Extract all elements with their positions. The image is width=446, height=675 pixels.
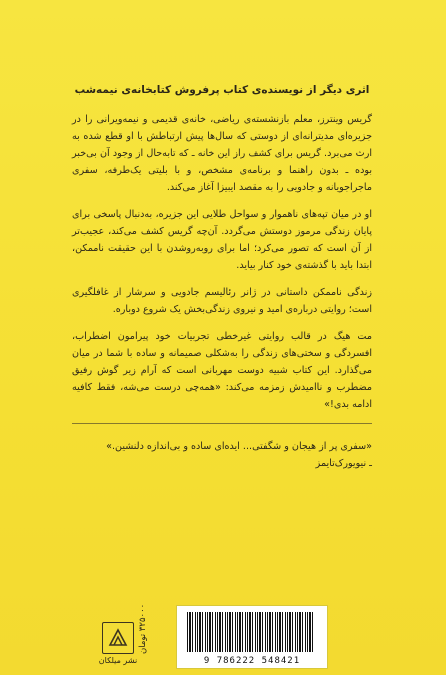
barcode-bars [187, 612, 315, 652]
price-label: ۳۲۵۰۰۰ تومان [138, 604, 148, 655]
divider [72, 423, 372, 424]
review-quote: «سفری پر از هیجان و شگفتی... ایده‌ای ساده و بی‌اندازه دلنشین.» [106, 441, 372, 452]
blurb-paragraph-1: گریس وینترز، معلم بازنشسته‌ی ریاضی، خانه‌ی قدیمی و نیمه‌ویرانی را در جزیره‌ای مدیترانه‌ای از دوستی که سال‌ها پیش ارتباطش با او قطع شده به ارث می‌برد. گریس برای کشف راز این خانه ـ که تابه‌حال از وجود آن بی‌خبر بوده ـ بدون راهنما و برنامه‌ی مشخص، و با بلیتی یک‌طرفه، سفری ماجراجویانه و جادویی را به مقصد ایبیزا آغاز می‌کند. [72, 114, 372, 193]
publisher-name: نشر میلکان [98, 656, 138, 665]
review-source: ـ نیویورک‌تایمز [315, 458, 372, 469]
barcode [176, 605, 328, 669]
blurb-block [72, 82, 372, 472]
blurb-paragraph-2: او در میان تپه‌های ناهموار و سواحل طلایی این جزیره، به‌دنبال پاسخی برای پایان زندگی مرموز دوستش می‌گردد. آن‌چه گریس کشف می‌کند، عجیب‌تر از آن است که تصور می‌کرد؛ اما برای روبه‌روشدن با این حقیقت ناممکن، ابتدا باید با گذشته‌ی خود کنار بیاید. [72, 209, 372, 271]
publisher-logo-icon [102, 622, 134, 654]
headline: اثری دیگر از نویسنده‌ی کتاب پرفروش کتابخانه‌ی نیمه‌شب [74, 84, 370, 96]
blurb-paragraph-4: مت هیگ در قالب روایتی غیرخطی تجربیات خود پیرامون اضطراب، افسردگی و سختی‌های زندگی را به‌شکلی صمیمانه و ساده با شما در میان می‌گذارد. این کتاب شبیه دوست مهربانی است که آرام زیر گوش رفیق مضطرب و ناامیدش زمزمه می‌کند: «همه‌چی درست می‌شه، فقط کافیه ادامه بدی!» [72, 331, 372, 410]
barcode-number: 9 786222 548421 [203, 656, 301, 666]
blurb-paragraph-3: زندگی ناممکن داستانی در ژانر رئالیسم جادویی و سرشار از غافلگیری است؛ روایتی درباره‌ی امید و نیروی زندگی‌بخش یک شروع دوباره. [72, 287, 372, 315]
